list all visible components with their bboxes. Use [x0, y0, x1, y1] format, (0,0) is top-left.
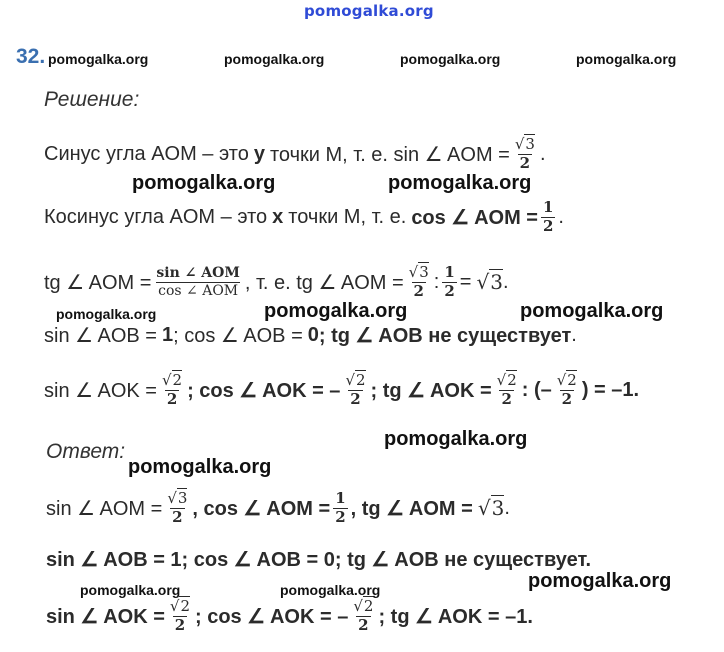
watermark: pomogalka.org: [528, 570, 672, 592]
watermark: pomogalka.org: [388, 172, 532, 194]
watermark: pomogalka.org: [224, 51, 325, 67]
aob-line: sin ∠ AOB = 1 ; cos ∠ AOB = 0 ; tg ∠ AOB не существует .: [44, 323, 577, 347]
watermark: pomogalka.org: [280, 582, 381, 598]
watermark: pomogalka.org: [384, 428, 528, 450]
watermark: pomogalka.org: [128, 456, 272, 478]
aok-line: sin ∠ AOK = $\frac{√2}{2}$ ; cos ∠ AOK = – $\frac{√2}{2}$ ; tg ∠ AOK = $\frac{√2}{2}$ : (– $\frac{√2}{2}$ ) = –1.: [44, 370, 640, 408]
answer-aom-line: sin ∠ AOM = $\frac{√3}{2}$ , cos ∠ AOM = $\frac{1}{2}$ , tg ∠ AOM = √3 .: [46, 488, 510, 526]
sin-aom-line: Синус угла AOM – это y точки M, т. е. sin ∠ AOM = $\frac{√3}{2}$ .: [44, 134, 546, 172]
watermark: pomogalka.org: [400, 51, 501, 67]
watermark: pomogalka.org: [56, 306, 157, 322]
watermark: pomogalka.org: [264, 300, 408, 322]
watermark-top: pomogalka.org: [304, 2, 434, 20]
answer-heading: Ответ:: [46, 440, 126, 463]
tg-aom-line: tg ∠ AOM = $\frac{\text{sin ∠ AOM}}{\text{cos ∠ AOM}}$ , т. е. tg ∠ AOM = $\frac{√3}{2}$ : $\frac{1}{2}$ = √3 .: [44, 262, 509, 300]
solution-heading: Решение:: [44, 88, 140, 111]
watermark: pomogalka.org: [80, 582, 181, 598]
fraction-1-over-2: $\frac{1}{2}$: [542, 197, 554, 235]
watermark: pomogalka.org: [132, 172, 276, 194]
cos-aom-line: Косинус угла AOM – это x точки M, т. е. cos ∠ AOM = $\frac{1}{2}$ .: [44, 197, 564, 235]
watermark: pomogalka.org: [48, 51, 149, 67]
fraction-sqrt3-over-2: $\frac{√3}{2}$: [514, 134, 535, 172]
answer-aok-line: sin ∠ AOK = $\frac{√2}{2}$ ; cos ∠ AOK = – $\frac{√2}{2}$ ; tg ∠ AOK = –1.: [46, 596, 533, 634]
problem-number: 32.: [16, 45, 46, 68]
watermark: pomogalka.org: [520, 300, 664, 322]
fraction-sin-over-cos: $\frac{\text{sin ∠ AOM}}{\text{cos ∠ AOM}}$: [156, 264, 240, 299]
watermark: pomogalka.org: [576, 51, 677, 67]
answer-aob-line: sin ∠ AOB = 1; cos ∠ AOB = 0; tg ∠ AOB не существует.: [46, 548, 592, 571]
